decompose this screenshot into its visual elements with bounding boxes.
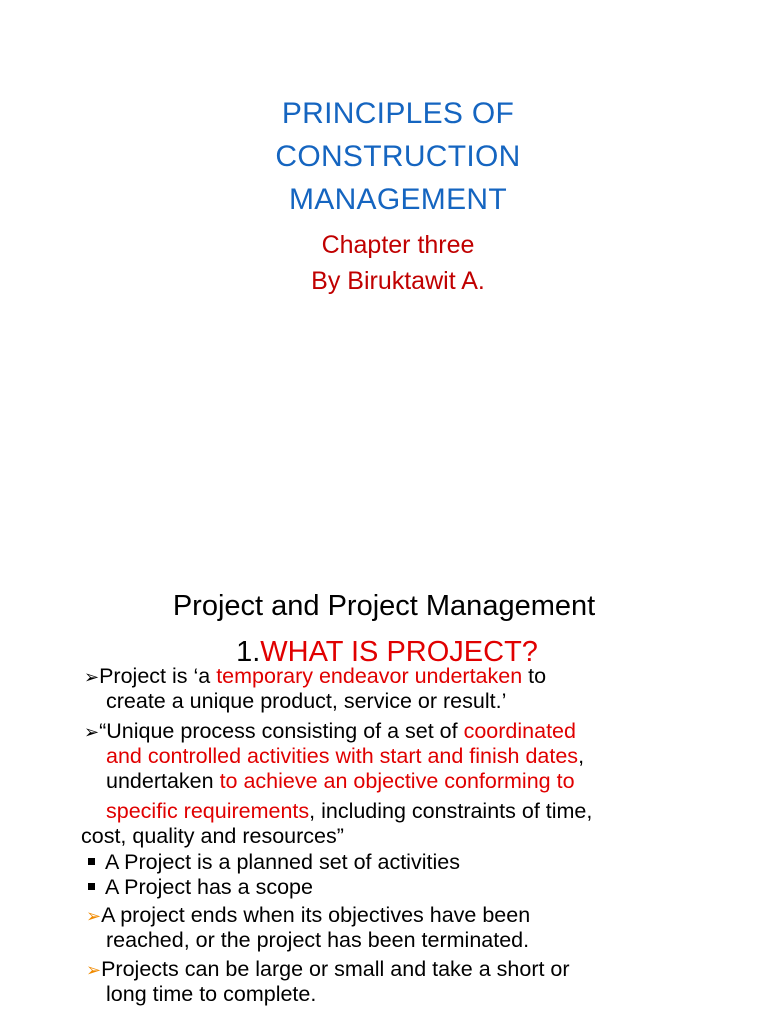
bullet-4-line-2: long time to complete. bbox=[106, 982, 317, 1006]
bullet-1-text-c: to bbox=[522, 664, 547, 688]
bullet-2-text-highlight: coordinated bbox=[463, 719, 576, 743]
bullet-2-line-3-text: undertaken bbox=[106, 769, 220, 793]
square-bullet-2-text: A Project has a scope bbox=[105, 875, 313, 899]
slide-heading: Project and Project Management bbox=[172, 590, 596, 622]
square-bullet-1 bbox=[88, 850, 460, 875]
arrow-bullet-icon: ➢ bbox=[84, 667, 100, 687]
square-bullet-1-text: A Project is a planned set of activities bbox=[105, 850, 460, 874]
bullet-1-line-1 bbox=[84, 664, 546, 690]
bullet-3-line-2: reached, or the project has been terminated. bbox=[106, 928, 530, 952]
bullet-2-line-1 bbox=[84, 719, 576, 745]
bullet-4-line-1 bbox=[86, 957, 570, 983]
title-line-2: CONSTRUCTION bbox=[275, 140, 521, 173]
author-label: By Biruktawit A. bbox=[311, 267, 485, 295]
arrow-bullet-icon: ➢ bbox=[86, 906, 102, 926]
bullet-3-text: A project ends when its objectives have been bbox=[101, 903, 531, 927]
bullet-1-text-highlight: temporary endeavor undertaken bbox=[216, 664, 523, 688]
title-line-3: MANAGEMENT bbox=[288, 183, 507, 216]
bullet-1-text-a: Project is ‘a bbox=[99, 664, 217, 688]
bullet-2-text-a: “Unique process consisting of a set of bbox=[99, 719, 464, 743]
bullet-2-line-4-highlight: specific requirements bbox=[106, 799, 310, 823]
square-bullet-icon bbox=[88, 858, 95, 865]
bullet-2-line-4-text: , including constraints of time, bbox=[309, 799, 593, 823]
title-slide bbox=[0, 92, 768, 299]
bullet-2-line-3-highlight: to achieve an objective conforming to bbox=[219, 769, 575, 793]
bullet-2-line-5: cost, quality and resources” bbox=[81, 824, 344, 848]
square-bullet-2 bbox=[88, 875, 313, 900]
bullet-1-line-2: create a unique product, service or result.’ bbox=[106, 689, 507, 713]
arrow-bullet-icon: ➢ bbox=[86, 960, 102, 980]
title-line-1: PRINCIPLES OF bbox=[281, 97, 515, 130]
bullet-2-line-2-comma: , bbox=[578, 744, 585, 768]
subheading-number: 1. bbox=[236, 636, 261, 668]
bullet-3-line-1 bbox=[86, 903, 530, 929]
bullet-2-line-4 bbox=[106, 799, 592, 824]
arrow-bullet-icon: ➢ bbox=[84, 722, 100, 742]
subheading-text: WHAT IS PROJECT? bbox=[260, 636, 538, 668]
bullet-2-line-2-highlight: and controlled activities with start and finish dates bbox=[106, 744, 579, 768]
bullet-2-line-3 bbox=[106, 769, 575, 794]
square-bullet-icon bbox=[88, 883, 95, 890]
chapter-label: Chapter three bbox=[321, 231, 475, 259]
bullet-2-line-2 bbox=[106, 744, 584, 769]
bullet-4-text: Projects can be large or small and take a short or bbox=[101, 957, 570, 981]
